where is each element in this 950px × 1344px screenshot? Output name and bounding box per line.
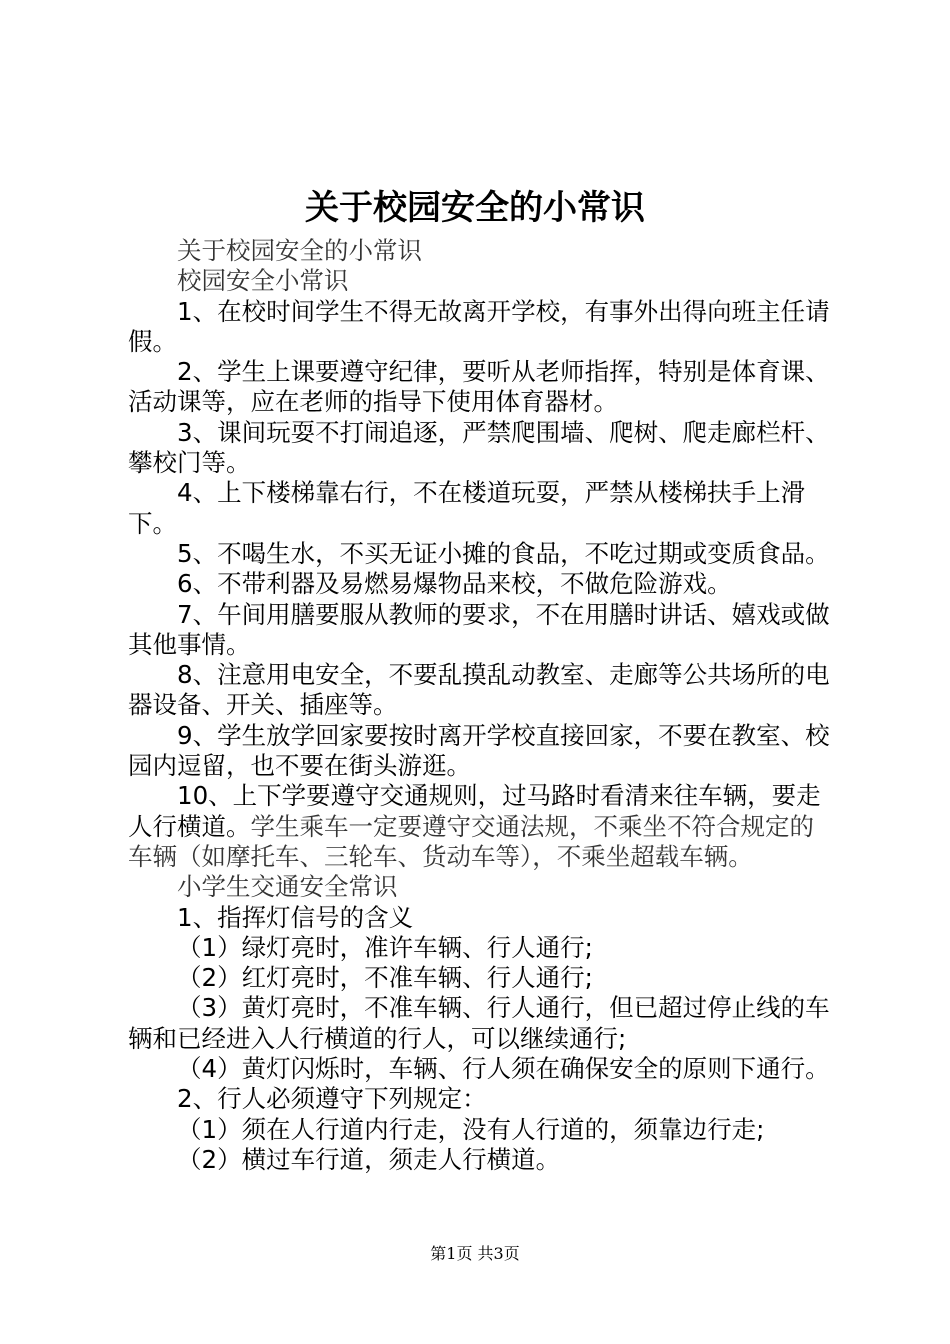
safety-item-8: 8、注意用电安全，不要乱摸乱动教室、走廊等公共场所的电器设备、开关、插座等。 [128, 660, 830, 720]
safety-item-1: 1、在校时间学生不得无故离开学校，有事外出得向班主任请假。 [128, 296, 830, 356]
safety-item-6: 6、不带利器及易燃易爆物品来校，不做危险游戏。 [177, 569, 732, 599]
traffic-heading: 小学生交通安全常识 [177, 872, 398, 902]
page-footer: 第1页 共3页 [430, 1244, 520, 1263]
traffic-line-5: （4）黄灯闪烁时，车辆、行人须在确保安全的原则下通行。 [177, 1054, 830, 1084]
traffic-line-8: （2）横过车行道，须走人行横道。 [177, 1144, 561, 1174]
traffic-line-3: （2）红灯亮时，不准车辆、行人通行; [177, 963, 593, 993]
traffic-line-4: （3）黄灯亮时，不准车辆、行人通行，但已超过停止线的车辆和已经进入人行横道的行人，可以继续通行; [128, 993, 830, 1053]
safety-item-10 [128, 781, 838, 872]
document-title: 关于校园安全的小常识 [305, 188, 645, 228]
safety-item-4: 4、上下楼梯靠右行，不在楼道玩耍，严禁从楼梯扶手上滑下。 [128, 478, 806, 538]
safety-item-2: 2、学生上课要遵守纪律，要听从老师指挥，特别是体育课、活动课等，应在老师的指导下使用体育器材。 [128, 357, 830, 417]
safety-item-10-extra: 学生乘车一定要遵守交通法规，不乘坐不符合规定的车辆（如摩托车、三轮车、货动车等），不乘坐超载车辆。 [128, 811, 814, 871]
safety-item-3: 3、课间玩耍不打闹追逐，严禁爬围墙、爬树、爬走廊栏杆、攀校门等。 [128, 417, 830, 478]
document-body [128, 236, 838, 1175]
safety-item-5: 5、不喝生水，不买无证小摊的食品，不吃过期或变质食品。 [177, 538, 830, 568]
traffic-line-6: 2、行人必须遵守下列规定： [177, 1084, 487, 1114]
safety-item-10-main: 10、上下学要遵守交通规则，过马路时看清来往车辆，要走人行横道。 [128, 781, 821, 841]
subtitle-1: 关于校园安全的小常识 [177, 236, 422, 265]
traffic-line-7: （1）须在人行道内行走，没有人行道的，须靠边行走; [177, 1114, 765, 1144]
traffic-line-1: 1、指挥灯信号的含义 [177, 902, 414, 932]
safety-item-7: 7、午间用膳要服从教师的要求，不在用膳时讲话、嬉戏或做其他事情。 [128, 599, 830, 659]
safety-item-9: 9、学生放学回家要按时离开学校直接回家，不要在教室、校园内逗留，也不要在街头游逛。 [128, 720, 830, 781]
traffic-line-2: （1）绿灯亮时，准许车辆、行人通行; [177, 932, 593, 962]
subtitle-2: 校园安全小常识 [177, 266, 349, 296]
